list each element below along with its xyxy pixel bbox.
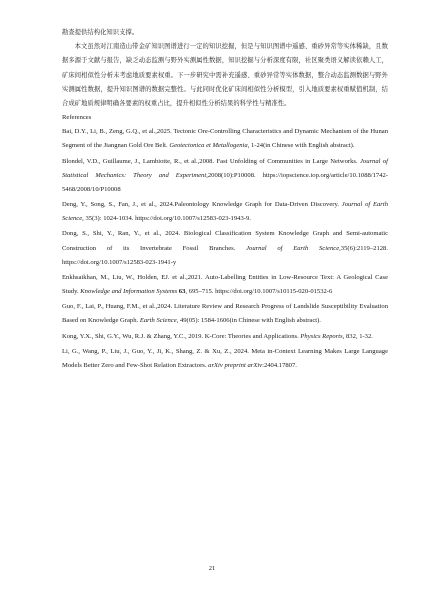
reference-item: Deng, Y., Song, S., Fan, J., et al., 2024.Paleontology Knowledge Graph for Data-Driven Discovery. Journal of Earth Science, 35(3): 1024-1034. https://doi.org/10.1007/s12583-023-1943-9. (62, 201, 388, 223)
reference-item: Bai, D.Y., Li, B., Zeng, G.Q., et al.,2025. Tectonic Ore-Controlling Characteristics and Dynamic Mechanism of the Hunan Segment of the Jiangnan Gold Ore Belt. Geotectonica et Metallogenia, 1-24(in Chinese with English abstract). (62, 128, 388, 150)
body-paragraph-discussion: 本文虽然对江南造山带金矿知识图谱进行一定的知识挖掘，但是与知识图谱中遥感、重砂异常等实体稀缺，且数据多源于文献与报告，缺乏动态监测与野外实测属性数据，知识挖掘与分析深度有限，社区聚类语义解读依赖人工，矿床间相似性分析未考虑地质要素权重。下一步研究中需补充遥感、重砂异常等实体数据，整合动态监测数据与野外实测属性数据，提升知识图谱的数据完整性。与此同时优化矿床间相似性分析模型，引入地质要素权重赋值机制，结合成矿地质规律明确各要素的权重占比，提升相似性分析结果的科学性与精准性。 (62, 43, 388, 108)
reference-list (62, 125, 388, 373)
page-number: 21 (208, 565, 216, 572)
body-paragraph-continuation: 勘查提供结构化知识支撑。 (62, 29, 139, 36)
reference-item: Enkhsaikhan, M., Liu, W., Holden, EJ. et al.,2021. Auto-Labelling Entities in Low-Resource Text: A Geological Case Study. Knowledge and Information Systems 63, 695–715. https://doi.org/10.1007/s10115-020-01532-6 (62, 273, 388, 295)
reference-item: Blondel, V.D., Guillaume, J., Lambiotte, R., et al.,2008. Fast Unfolding of Communities in Large Networks. Journal of Statistical Mechanics: Theory and Experiment,2008(10):P10008. https://iopscience.iop.org/article/10.1088/1742-5468/2008/10/P10008 (62, 157, 388, 193)
reference-item: Li, G., Wang, P., Liu, J., Guo, Y., Ji, K., Shang, Z. & Xu, Z., 2024. Meta in-Context Learning Makes Large Language Models Better Zero and Few-Shot Relation Extractors. arXiv preprint arXiv:2404.17807. (62, 347, 388, 370)
references-heading: References (62, 114, 92, 122)
reference-item: Guo, F., Lai, P., Huang, F.M., et al.,2024. Literature Review and Research Progress of Landslide Susceptibility Evaluation Based on Knowledge Graph. Earth Science, 49(05): 1584-1606(in Chinese with English abstract). (62, 303, 388, 325)
reference-item: Dong, S., Shi, Y., Ran, Y., et al., 2024. Biological Classification System Knowledge Graph and Semi-automatic Construction of its Invertebrate Fossil Branches. Journal of Earth Science,35(6):2119–2128. https://doi.org/10.1007/s12583-023-1941-y (62, 230, 388, 266)
reference-item: Kong, Y.X., Shi, G.Y., Wu, R.J. & Zhang, Y.C., 2019. K-Core: Theories and Applications. Physics Reports, 832, 1-32. (62, 332, 373, 340)
